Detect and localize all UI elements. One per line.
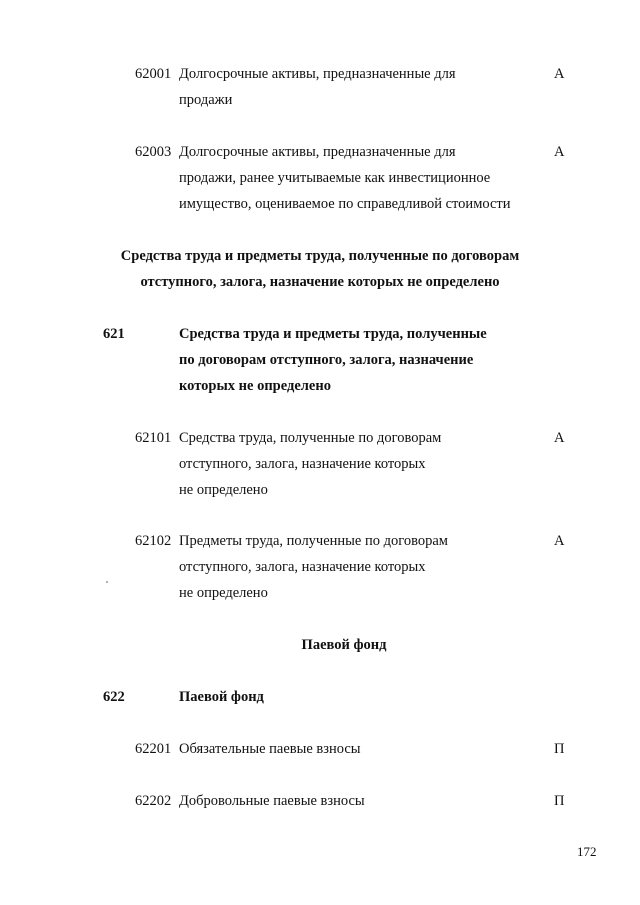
subaccount-code: 62001 [135,66,172,82]
subaccount-description-line: продажи, ранее учитываемые как инвестиционное [179,170,491,186]
section-heading-line: Паевой фонд [301,637,387,653]
subaccount-description-line: Добровольные паевые взносы [179,793,365,809]
subaccount-code: 62102 [135,533,172,549]
subaccount-description-line: отступного, залога, назначение которых [179,559,426,575]
subaccount-description-line: Предметы труда, полученные по договорам [179,533,448,549]
account-title-line: Паевой фонд [179,689,264,705]
subaccount-description-line: Обязательные паевые взносы [179,741,361,757]
account-type: П [554,741,565,757]
subaccount-description-line: продажи [179,92,233,108]
subaccount-description-line: имущество, оцениваемое по справедливой стоимости [179,196,511,212]
account-type: П [554,793,565,809]
account-title-line: по договорам отступного, залога, назначение [179,352,474,368]
account-code: 621 [103,326,125,342]
page-number: 172 [577,844,597,859]
account-title-line: которых не определено [179,378,331,394]
account-code: 622 [103,689,125,705]
subaccount-description-line: Долгосрочные активы, предназначенные для [179,144,456,160]
account-type: А [554,66,565,82]
subaccount-description-line: не определено [179,585,268,601]
section-heading-line: отступного, залога, назначение которых не определено [140,274,500,290]
account-type: А [554,430,565,446]
subaccount-code: 62003 [135,144,172,160]
scan-speck [106,581,108,583]
subaccount-code: 62101 [135,430,172,446]
account-title-line: Средства труда и предметы труда, полученные [179,326,487,342]
section-heading-line: Средства труда и предметы труда, полученные по договорам [120,248,520,264]
account-type: А [554,533,565,549]
subaccount-description-line: не определено [179,482,268,498]
subaccount-code: 62202 [135,793,172,809]
subaccount-description-line: Средства труда, полученные по договорам [179,430,442,446]
subaccount-code: 62201 [135,741,172,757]
account-type: А [554,144,565,160]
subaccount-description-line: Долгосрочные активы, предназначенные для [179,66,456,82]
subaccount-description-line: отступного, залога, назначение которых [179,456,426,472]
